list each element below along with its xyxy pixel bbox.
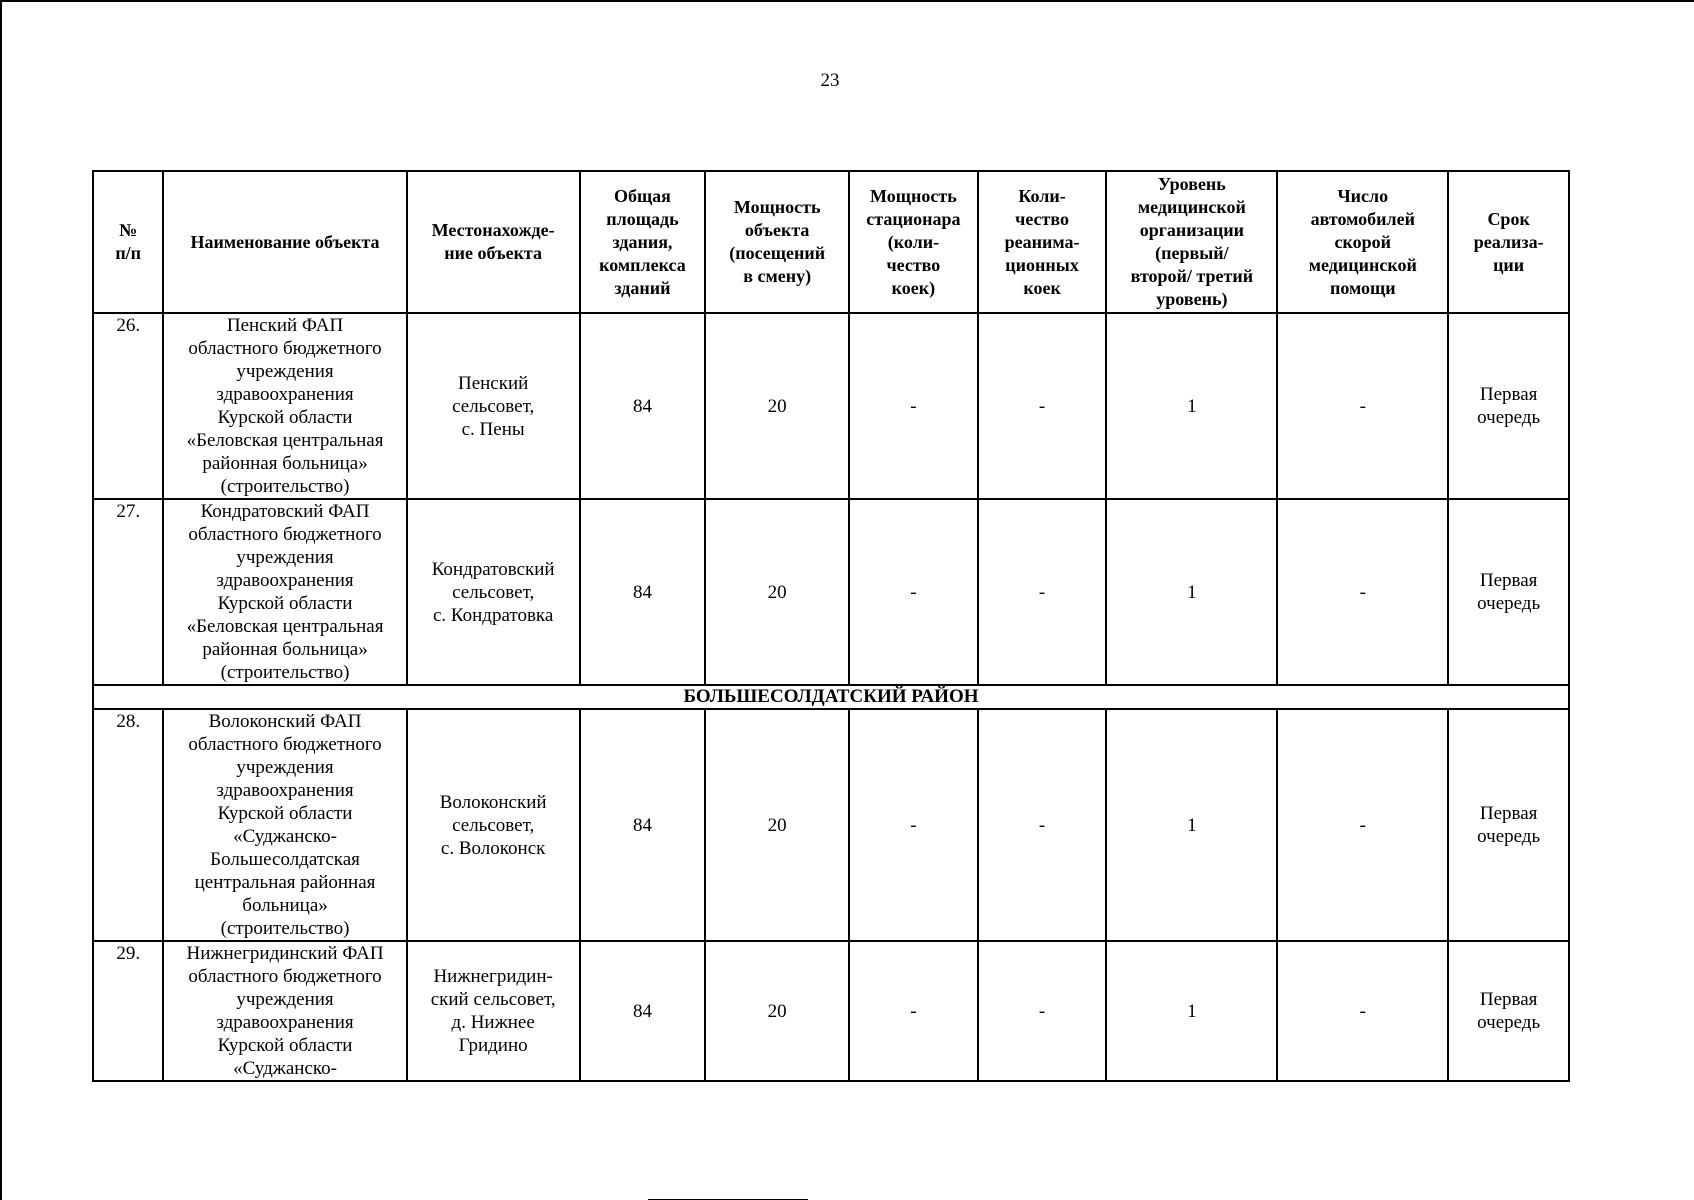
header-ambulances <box>1277 171 1448 313</box>
object-location <box>407 709 580 941</box>
object-name-line: центральная районная <box>194 872 376 893</box>
building-area: 84 <box>580 313 706 499</box>
header-line: ции <box>1493 254 1525 275</box>
object-name-line: областного бюджетного <box>188 734 382 755</box>
object-location-line: сельсовет, <box>452 395 535 417</box>
header-line: (первый/ <box>1155 243 1229 263</box>
object-name-line: больница» <box>242 895 328 916</box>
header-line: (коли- <box>887 231 940 252</box>
header-line: № <box>119 220 138 240</box>
ambulance-count: - <box>1277 709 1448 941</box>
row-number: 26. <box>93 313 163 499</box>
header-line: Местонахожде- <box>431 220 555 240</box>
header-line: реанима- <box>1004 231 1080 252</box>
object-name-line: Большесолдатская <box>210 849 360 870</box>
object-name <box>163 499 406 685</box>
header-line: чество <box>1015 208 1069 229</box>
visit-capacity: 20 <box>705 709 849 941</box>
object-name-line: Пенский ФАП <box>226 315 344 336</box>
object-name-line: Курской области <box>217 803 353 824</box>
header-line: ционных <box>1005 254 1079 275</box>
table-row <box>93 499 1569 685</box>
icu-beds: - <box>978 313 1107 499</box>
ambulance-count: - <box>1277 941 1448 1081</box>
header-line: уровень) <box>1156 289 1228 309</box>
header-line: здания, <box>612 231 673 252</box>
object-name-line: областного бюджетного <box>188 966 382 987</box>
object-name-line: «Суджанско- <box>233 826 337 847</box>
header-line: медицинской <box>1308 254 1417 275</box>
header-icu-beds <box>978 171 1107 313</box>
header-beds <box>849 171 978 313</box>
implementation-term-line: очередь <box>1477 593 1541 614</box>
header-location <box>407 171 580 313</box>
medical-level: 1 <box>1106 499 1277 685</box>
header-line: Уровень <box>1157 174 1226 194</box>
header-line: автомобилей <box>1310 208 1415 229</box>
row-number: 28. <box>93 709 163 941</box>
object-location-line: ский сельсовет, <box>430 989 556 1010</box>
visit-capacity: 20 <box>705 313 849 499</box>
header-number <box>93 171 163 313</box>
object-location <box>407 941 580 1081</box>
header-line: п/п <box>115 243 142 263</box>
medical-level: 1 <box>1106 709 1277 941</box>
header-line: стационара <box>866 208 961 229</box>
header-line: организации <box>1139 220 1245 240</box>
header-line: коек) <box>891 277 936 298</box>
header-line: помощи <box>1329 277 1396 298</box>
object-name-line: Нижнегридинский ФАП <box>186 943 384 964</box>
implementation-term-line: Первая <box>1479 989 1538 1010</box>
medical-level: 1 <box>1106 941 1277 1081</box>
object-name-line: «Беловская центральная <box>186 430 384 451</box>
table-body <box>93 313 1569 1081</box>
table-row <box>93 941 1569 1081</box>
object-name-line: учреждения <box>236 361 334 382</box>
header-line: реализа- <box>1473 231 1544 252</box>
object-location-line: Кондратовский <box>431 558 555 580</box>
inpatient-beds: - <box>849 709 978 941</box>
building-area: 84 <box>580 709 706 941</box>
facilities-table <box>92 170 1570 1082</box>
row-number: 27. <box>93 499 163 685</box>
visit-capacity: 20 <box>705 499 849 685</box>
header-line: медицинской <box>1137 197 1246 217</box>
implementation-term-line: очередь <box>1477 826 1541 847</box>
object-location-line: д. Нижнее <box>451 1012 535 1033</box>
object-location <box>407 313 580 499</box>
implementation-term <box>1448 313 1569 499</box>
table-header-row <box>93 171 1569 313</box>
object-location-line: с. Волоконск <box>440 837 546 859</box>
object-location-line: Пенский <box>457 372 529 394</box>
header-line: (посещений <box>729 243 826 263</box>
object-name-line: областного бюджетного <box>188 524 382 545</box>
object-name-line: областного бюджетного <box>188 338 382 359</box>
header-line: Мощность <box>733 197 821 217</box>
header-term <box>1448 171 1569 313</box>
header-line: объекта <box>744 220 810 240</box>
implementation-term-line: Первая <box>1479 384 1538 405</box>
object-name-line: (строительство) <box>220 476 350 497</box>
object-name-line: здравоохранения <box>216 570 354 591</box>
object-name <box>163 313 406 499</box>
medical-level: 1 <box>1106 313 1277 499</box>
table-row <box>93 709 1569 941</box>
object-name-line: Курской области <box>217 407 353 428</box>
implementation-term <box>1448 941 1569 1081</box>
page-border-top <box>0 0 1694 2</box>
section-row <box>93 685 1569 709</box>
object-name-line: учреждения <box>236 547 334 568</box>
object-location-line: Гридино <box>458 1035 528 1056</box>
page-number: 23 <box>820 70 840 91</box>
header-line: Мощность <box>870 185 957 206</box>
header-line: Число <box>1337 185 1389 206</box>
object-name-line: здравоохранения <box>216 1012 354 1033</box>
icu-beds: - <box>978 709 1107 941</box>
inpatient-beds: - <box>849 941 978 1081</box>
implementation-term-line: Первая <box>1479 803 1538 824</box>
object-name-line: учреждения <box>236 757 334 778</box>
implementation-term <box>1448 709 1569 941</box>
object-location-line: с. Пены <box>461 418 525 440</box>
icu-beds: - <box>978 941 1107 1081</box>
inpatient-beds: - <box>849 313 978 499</box>
header-capacity <box>705 171 849 313</box>
object-name-line: районная больница» <box>202 639 368 660</box>
page-border-left <box>0 0 2 1200</box>
object-name-line: (строительство) <box>220 918 350 939</box>
object-location-line: Волоконский <box>439 791 547 813</box>
object-name-line: здравоохранения <box>216 384 354 405</box>
object-location-line: Нижнегридин- <box>433 966 553 987</box>
header-line: комплекса <box>599 254 686 275</box>
object-name-line: здравоохранения <box>216 780 354 801</box>
header-level <box>1106 171 1277 313</box>
header-line: Коли- <box>1018 185 1066 206</box>
header-line: скорой <box>1334 231 1392 252</box>
object-name-line: Волоконский ФАП <box>208 711 362 732</box>
object-name-line: «Беловская центральная <box>186 616 384 637</box>
object-location-line: сельсовет, <box>452 814 535 836</box>
visit-capacity: 20 <box>705 941 849 1081</box>
header-line: Наименование объекта <box>190 231 380 252</box>
object-name <box>163 709 406 941</box>
header-name <box>163 171 406 313</box>
object-name-line: Кондратовский ФАП <box>200 501 370 522</box>
object-name-line: (строительство) <box>220 662 350 683</box>
row-number: 29. <box>93 941 163 1081</box>
section-title: БОЛЬШЕСОЛДАТСКИЙ РАЙОН <box>93 685 1569 709</box>
header-line: Срок <box>1487 208 1530 229</box>
header-line: чество <box>886 254 941 275</box>
ambulance-count: - <box>1277 313 1448 499</box>
table-row <box>93 313 1569 499</box>
header-line: коек <box>1023 277 1061 298</box>
ambulance-count: - <box>1277 499 1448 685</box>
implementation-term-line: очередь <box>1477 1012 1541 1033</box>
header-line: ние объекта <box>444 243 542 263</box>
header-line: зданий <box>614 277 671 298</box>
object-name-line: Курской области <box>217 593 353 614</box>
header-area <box>580 171 706 313</box>
object-name-line: «Суджанско- <box>233 1058 337 1079</box>
object-location-line: с. Кондратовка <box>432 604 554 626</box>
object-location-line: сельсовет, <box>452 581 535 603</box>
object-name-line: Курской области <box>217 1035 353 1056</box>
object-name <box>163 941 406 1081</box>
header-line: в смену) <box>743 266 812 286</box>
header-line: площадь <box>606 208 679 229</box>
inpatient-beds: - <box>849 499 978 685</box>
header-line: второй/ третий <box>1130 266 1254 286</box>
object-name-line: районная больница» <box>202 453 368 474</box>
icu-beds: - <box>978 499 1107 685</box>
building-area: 84 <box>580 499 706 685</box>
implementation-term-line: очередь <box>1477 407 1541 428</box>
building-area: 84 <box>580 941 706 1081</box>
implementation-term-line: Первая <box>1479 570 1538 591</box>
object-name-line: учреждения <box>236 989 334 1010</box>
object-location <box>407 499 580 685</box>
implementation-term <box>1448 499 1569 685</box>
header-line: Общая <box>613 185 671 206</box>
